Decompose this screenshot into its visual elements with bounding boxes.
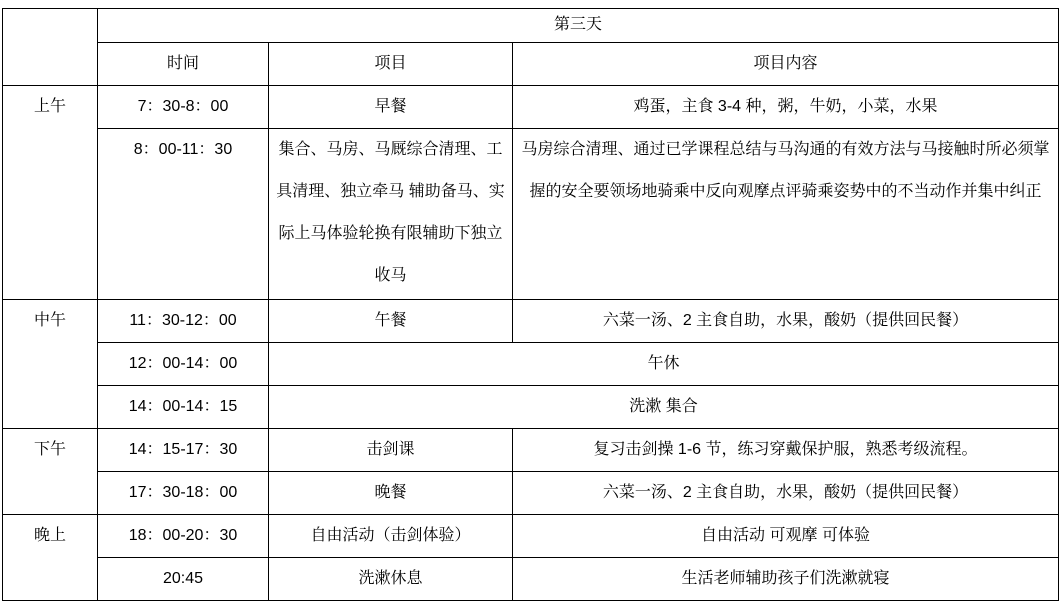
content-cell: 自由活动 可观摩 可体验 <box>513 515 1059 558</box>
table-row <box>3 472 1059 515</box>
table-row <box>3 386 1059 429</box>
day3-schedule-table <box>2 8 1059 601</box>
time-cell: 14：15-17：30 <box>98 429 269 472</box>
period-cell-evening: 晚上 <box>3 515 98 601</box>
time-cell: 20:45 <box>98 558 269 601</box>
time-cell: 18：00-20：30 <box>98 515 269 558</box>
item-cell: 洗漱休息 <box>269 558 513 601</box>
content-cell: 马房综合清理、通过已学课程总结与马沟通的有效方法与马接触时所必须掌握的安全要领场地骑乘中反向观摩点评骑乘姿势中的不当动作并集中纠正 <box>513 129 1059 300</box>
table-header-row <box>3 43 1059 86</box>
merged-activity-cell: 洗漱 集合 <box>269 386 1059 429</box>
item-cell: 自由活动（击剑体验） <box>269 515 513 558</box>
table-row <box>3 86 1059 129</box>
period-cell-noon: 中午 <box>3 300 98 429</box>
content-cell: 复习击剑操 1-6 节，练习穿戴保护服，熟悉考级流程。 <box>513 429 1059 472</box>
table-row <box>3 9 1059 43</box>
content-cell: 六菜一汤、2 主食自助，水果，酸奶（提供回民餐） <box>513 300 1059 343</box>
item-cell: 午餐 <box>269 300 513 343</box>
period-cell-afternoon: 下午 <box>3 429 98 515</box>
time-cell: 8：00-11：30 <box>98 129 269 300</box>
table-row <box>3 300 1059 343</box>
item-cell: 早餐 <box>269 86 513 129</box>
content-cell: 鸡蛋，主食 3-4 种，粥，牛奶，小菜，水果 <box>513 86 1059 129</box>
item-cell: 集合、马房、马厩综合清理、工具清理、独立牵马 辅助备马、实际上马体验轮换有限辅助下独立收马 <box>269 129 513 300</box>
col-header-item: 项目 <box>269 43 513 86</box>
content-cell: 六菜一汤、2 主食自助，水果，酸奶（提供回民餐） <box>513 472 1059 515</box>
content-cell: 生活老师辅助孩子们洗漱就寝 <box>513 558 1059 601</box>
time-cell: 14：00-14：15 <box>98 386 269 429</box>
item-cell: 击剑课 <box>269 429 513 472</box>
table-row <box>3 429 1059 472</box>
table-row <box>3 515 1059 558</box>
time-cell: 12：00-14：00 <box>98 343 269 386</box>
time-cell: 7：30-8：00 <box>98 86 269 129</box>
period-cell-morning: 上午 <box>3 86 98 300</box>
corner-empty-cell <box>3 9 98 86</box>
item-cell: 晚餐 <box>269 472 513 515</box>
table-row <box>3 129 1059 300</box>
col-header-content: 项目内容 <box>513 43 1059 86</box>
time-cell: 17：30-18：00 <box>98 472 269 515</box>
col-header-time: 时间 <box>98 43 269 86</box>
merged-activity-cell: 午休 <box>269 343 1059 386</box>
time-cell: 11：30-12：00 <box>98 300 269 343</box>
table-row <box>3 343 1059 386</box>
table-row <box>3 558 1059 601</box>
day-header-cell: 第三天 <box>98 9 1059 43</box>
